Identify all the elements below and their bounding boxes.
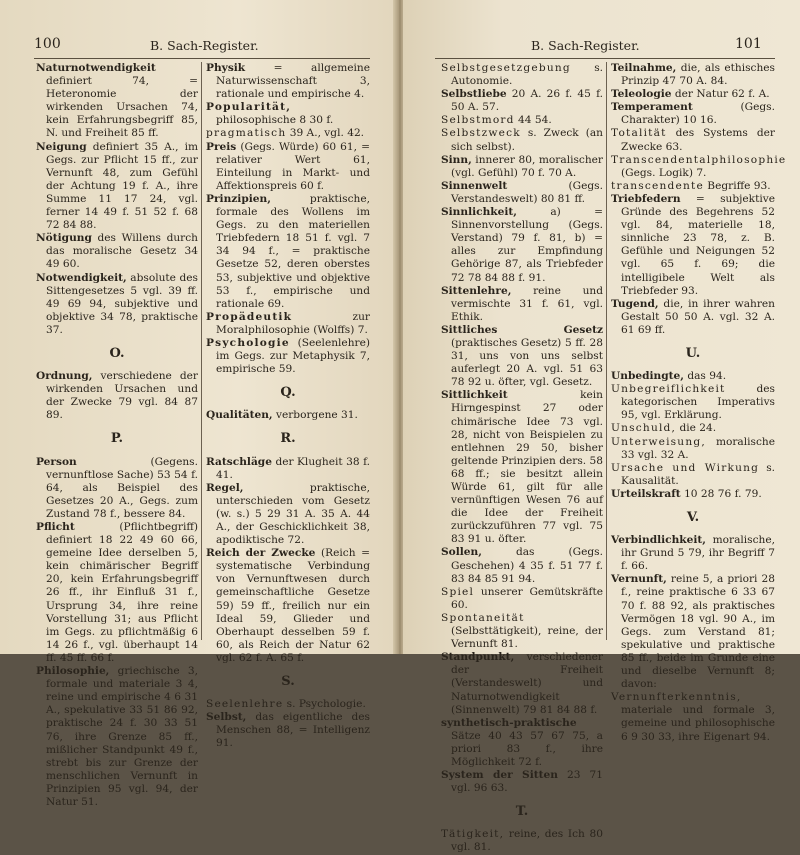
index-entry-references: (Gegens. vernunftlose Sache) 53 54 f. 64, als Beispiel des Gesetzes 20 A., Gegs. zum Zustand 78 f., bessere 84.: [46, 455, 198, 520]
running-head-right: B. Sach-Register.: [531, 38, 640, 53]
index-entry-references: absolute des Sittengesetzes 5 vgl. 39 ff. 49 69 94, subjektive und objektive 34 78, praktische 37.: [46, 271, 198, 336]
index-entry-references: definiert 74, = Heteronomie der wirkenden Ursachen 74, kein Erfahrungsbegriff 85, N. und Freiheit 85 ff.: [46, 75, 198, 140]
index-entry: [611, 370, 775, 383]
index-entry-references: definiert 35 A., im Gegs. zur Pflicht 15 ff., zur Vernunft 48, zum Gefühl der Achtung 19 f. A., ihre Summe 11 17 24, vgl. ferner 14 49 f. 51 52 f. 68 72 84 88.: [46, 140, 198, 232]
index-entry: [611, 88, 775, 101]
index-entry: [441, 828, 603, 854]
index-entry-term: Unterweisung,: [611, 435, 706, 448]
index-section-letter: P.: [110, 431, 124, 447]
index-entry: [611, 573, 775, 691]
index-entry-references: die, als ethisches Prinzip 47 70 A. 84.: [621, 62, 775, 88]
page-number-right: 101: [735, 36, 762, 52]
index-entry-references: der Natur 62 f. A.: [671, 88, 770, 101]
index-entry-references: reine 5, a priori 28 f., reine praktische 6 33 67 70 f. 88 92, als praktisches Vermögen 18 vgl. 90 A., im Gegs. zum Verstand 81; spekulative und praktische 85 ff., beide im Grunde eine und dieselbe Vernunft 8; davon:: [621, 573, 775, 691]
index-entry-term: Selbst,: [206, 711, 247, 724]
index-entry-term: Naturnotwendigkeit: [36, 62, 156, 74]
index-entry-term: Physik: [206, 62, 246, 74]
index-entry-term: Regel,: [206, 481, 244, 494]
index-entry-references: = allgemeine Naturwissenschaft 3, rationale und empirische 4.: [216, 62, 370, 101]
index-entry-references: verschiedener der Freiheit (Verstandeswelt) und Naturnotwendigkeit (Sinnenwelt) 79 81 84 88 f.: [451, 651, 603, 716]
index-entry-references: (Selbsttätigkeit), reine, der Vernunft 81.: [451, 625, 603, 651]
index-column-left-2: [206, 62, 370, 751]
index-entry-references: s. Zweck (an sich selbst).: [451, 127, 603, 153]
index-entry: [441, 206, 603, 285]
index-entry: [611, 298, 775, 337]
index-entry: [36, 272, 198, 337]
index-entry-term: Spiel: [441, 585, 475, 598]
index-entry: [611, 153, 787, 180]
index-entry: [441, 586, 603, 612]
index-entry: [611, 62, 775, 88]
index-entry: [611, 101, 775, 127]
index-entry-term: Teleologie: [611, 88, 672, 101]
index-entry-references: 10 28 76 f. 79.: [680, 487, 762, 500]
index-entry: [36, 665, 198, 809]
index-entry: [36, 521, 198, 665]
index-entry: [441, 62, 603, 88]
index-entry: [206, 101, 370, 127]
index-entry-term: Psychologie: [206, 336, 290, 349]
index-entry: [206, 547, 370, 665]
index-entry-term: Sittenlehre,: [441, 284, 512, 297]
index-entry-term: Seelenlehre: [206, 698, 284, 711]
index-entry-term: Preis: [206, 140, 237, 153]
left-page: [0, 0, 397, 808]
index-entry-references: materiale und formale 3, gemeine und philosophische 6 9 30 33, ihre Eigenart 94.: [621, 704, 775, 743]
index-entry-term: Notwendigkeit,: [36, 271, 127, 284]
index-section-letter: O.: [109, 345, 125, 361]
column-divider-right: [606, 62, 607, 640]
index-entry-references: Begriffe 93.: [703, 179, 771, 192]
index-section-letter: S.: [281, 674, 295, 690]
index-entry: [206, 698, 370, 711]
index-entry: [36, 232, 198, 271]
index-entry: [441, 769, 603, 795]
index-entry-references: 23 71 vgl. 96 63.: [451, 769, 603, 795]
index-entry-references: 44 54.: [514, 114, 552, 127]
index-entry-term: Triebfedern: [611, 192, 681, 205]
index-entry-references: unserer Gemütskräfte 60.: [451, 585, 603, 611]
index-entry: [441, 180, 603, 206]
index-entry: [611, 534, 775, 573]
index-entry-term: Selbstgesetzgebung: [441, 62, 571, 74]
index-entry-term: Ursache und Wirkung: [611, 461, 760, 474]
index-entry-references: Sätze 40 43 57 67 75, a priori 83 f., ihre Möglichkeit 72 f.: [451, 729, 603, 768]
index-entry: [36, 141, 198, 233]
index-entry-term: System der Sitten: [441, 769, 558, 782]
index-entry-references: reine und vermischte 31 f. 61, vgl. Ethik.: [451, 284, 603, 323]
index-entry: [441, 651, 603, 716]
index-entry-term: Sinnenwelt: [441, 179, 508, 192]
index-entry: [441, 285, 603, 324]
index-entry-term: Totalität: [611, 127, 667, 140]
right-page: [403, 0, 800, 854]
index-entry-references: das 94.: [683, 370, 727, 383]
index-entry-term: Unbedingte,: [611, 370, 684, 383]
index-entry-references: praktische, formale des Wollens im Gegs. zu den materiellen Triebfedern 18 51 f. vgl. 7 34 94 f., = praktische Gesetze 52, deren oberstes 53, subjektive und objektive 53 f., empirische und rationale 69.: [216, 192, 370, 310]
index-entry: [441, 717, 603, 769]
index-entry-references: zur Moralphilosophie (Wolffs) 7.: [216, 310, 370, 336]
index-entry-term: Spontaneität: [441, 611, 525, 624]
index-entry: [36, 456, 198, 521]
index-entry-references: verschiedene der wirkenden Ursachen und der Zwecke 79 vgl. 84 87 89.: [46, 370, 198, 422]
index-column-right-1: [441, 62, 603, 855]
index-entry-references: verborgene 31.: [272, 409, 358, 422]
index-entry-term: Selbstzweck: [441, 127, 521, 140]
index-entry-references: moralische 33 vgl. 32 A.: [621, 435, 775, 461]
index-entry: [206, 482, 370, 547]
index-entry: [441, 114, 603, 127]
index-entry-term: Transcendentalphilosophie: [611, 153, 787, 166]
index-entry: [611, 180, 775, 193]
index-entry-references: des kategorischen Imperativs 95, vgl. Erklärung.: [621, 383, 775, 422]
index-entry-references: 39 A., vgl. 42.: [286, 127, 365, 140]
index-entry: [441, 88, 603, 114]
page-number-left: 100: [34, 36, 61, 52]
index-entry-references: die 24.: [676, 422, 717, 435]
index-entry: [206, 409, 370, 422]
index-section-letter: Q.: [280, 385, 296, 401]
index-entry-term: Unschuld,: [611, 422, 677, 435]
index-section-letter: T.: [515, 804, 529, 820]
index-entry: [441, 154, 603, 180]
index-entry: [441, 612, 603, 651]
index-entry: [611, 193, 775, 298]
index-entry-term: Sinn,: [441, 153, 472, 166]
index-entry-references: kein Hirngespinst 27 oder chimärische Idee 73 vgl. 28, nicht von Beispielen zu entlehnen 29 50, bisher geltende Prinzipien ders. 58 68 ff.; sie besitzt allein Würde 61, gilt für alle vernünftigen Wesen 76 auf die Idee der Freiheit zurückzuführen 77 vgl. 75 83 91 u. öfter.: [451, 389, 603, 546]
index-entry-term: Vernunft,: [611, 573, 667, 586]
index-entry-references: des Systems der Zwecke 63.: [621, 127, 775, 153]
index-entry: [206, 311, 370, 337]
index-entry-references: (Gegs. Verstandeswelt) 80 81 ff.: [451, 179, 603, 205]
index-entry: [441, 127, 603, 153]
index-entry-references: (Gegs. Logik) 7.: [621, 166, 707, 179]
index-entry-references: s. Kausalität.: [621, 461, 776, 487]
index-entry: [611, 488, 775, 501]
index-entry-term: Prinzipien,: [206, 192, 271, 205]
index-entry: [611, 383, 775, 422]
index-section-letter: U.: [685, 345, 701, 361]
index-entry-references: die, in ihrer wahren Gestalt 50 50 A. vgl. 32 A. 61 69 ff.: [621, 297, 775, 336]
index-entry-references: 20 A. 26 f. 45 f. 50 A. 57.: [451, 88, 603, 114]
index-entry-references: praktische, unterschieden vom Gesetz (w. s.) 5 29 31 A. 35 A. 44 A., der Geschicklichkeit 38, apodiktische 72.: [216, 481, 370, 547]
index-entry-references: reine, des Ich 80 vgl. 81.: [451, 828, 603, 854]
index-entry: [206, 456, 370, 482]
index-entry-term: Selbstmord: [441, 114, 515, 127]
index-entry: [206, 62, 370, 101]
index-entry-references: das (Gegs. Geschehen) 4 35 f. 51 77 f. 83 84 85 91 94.: [451, 546, 603, 585]
index-entry-term: Sittlichkeit: [441, 389, 508, 402]
index-entry-references: (Reich = systematische Verbindung von Vernunftwesen durch gemeinschaftliche Gesetze 59) 59 ff., freilich nur ein Ideal 59, Glieder und Oberhaupt desselben 59 f. 60, als Reich der Natur 62 vgl. 62 f. A. 65 f.: [216, 547, 370, 664]
index-entry-term: Nötigung: [36, 232, 92, 245]
index-entry: [611, 691, 775, 743]
index-entry-term: Person: [36, 455, 77, 468]
index-entry: [441, 389, 603, 546]
index-entry-references: das eigentliche des Menschen 88, = Intelligenz 91.: [216, 711, 370, 750]
index-entry-term: Vernunfterkenntnis,: [611, 691, 742, 704]
index-entry-references: innerer 80, moralischer (vgl. Gefühl) 70 f. 70 A.: [451, 153, 603, 179]
index-entry-term: Pflicht: [36, 521, 75, 533]
index-entry-references: s. Psychologie.: [283, 698, 366, 711]
index-entry-references: (Gegs. Würde) 60 61, = relativer Wert 61, Einteilung in Markt- und Affektionspreis 60 f.: [216, 140, 370, 192]
index-entry-references: (Seelenlehre) im Gegs. zur Metaphysik 7, empirische 59.: [216, 336, 370, 376]
header-rule-right: [435, 58, 775, 59]
index-entry-term: Tugend,: [611, 297, 659, 310]
index-entry-term: Sittliches Gesetz: [441, 323, 603, 336]
index-entry-term: Ratschläge: [206, 455, 272, 468]
index-entry-references: s. Autonomie.: [451, 62, 603, 88]
index-entry-references: (praktisches Gesetz) 5 ff. 28 31, uns von uns selbst auferlegt 20 A. vgl. 51 63 78 92 u. öfter, vgl. Gesetz.: [451, 336, 603, 389]
index-entry-references: philosophische 8 30 f.: [216, 114, 334, 127]
index-column-right-2: [611, 62, 787, 744]
index-entry: [206, 141, 370, 193]
index-entry: [611, 436, 775, 462]
running-head-left: B. Sach-Register.: [150, 38, 259, 53]
index-entry-term: Temperament: [611, 101, 693, 114]
index-entry: [36, 370, 198, 422]
index-entry: [611, 422, 775, 435]
index-entry: [36, 62, 198, 141]
index-entry: [611, 127, 775, 153]
index-section-letter: R.: [280, 431, 296, 447]
index-entry-term: Tätigkeit,: [441, 828, 505, 841]
index-entry-term: Sinnlichkeit,: [441, 206, 517, 219]
index-entry-term: Standpunkt,: [441, 651, 515, 664]
index-entry-term: synthetisch-praktische: [441, 716, 577, 729]
index-column-left-1: [36, 62, 198, 809]
index-entry: [441, 546, 603, 585]
index-entry: [206, 337, 370, 376]
index-entry-term: Reich der Zwecke: [206, 547, 316, 560]
index-entry-term: Neigung: [36, 140, 87, 153]
index-entry-references: = subjektive Gründe des Begehrens 52 vgl. 84, materielle 18, sinnliche 23 78, z. B. Gefühle und Neigungen 52 vgl. 65 f. 69; die intelligibele Welt als Triebfeder 93.: [621, 192, 775, 297]
index-entry-term: Philosophie,: [36, 665, 110, 678]
index-entry: [206, 127, 370, 140]
index-entry-term: Ordnung,: [36, 370, 93, 383]
index-entry-term: Popularität,: [206, 101, 292, 114]
index-entry-term: Sollen,: [441, 546, 482, 559]
header-rule-left: [34, 58, 370, 59]
index-entry-references: moralische, ihr Grund 5 79, ihr Begriff 7 f. 66.: [621, 534, 775, 573]
index-entry-term: Verbindlichkeit,: [611, 534, 706, 547]
index-entry-references: (Gegs. Charakter) 10 16.: [621, 101, 775, 127]
index-entry-term: pragmatisch: [206, 127, 287, 140]
index-entry-references: a) = Sinnenvorstellung (Gegs. Verstand) 79 f. 81, b) = alles zur Empfindung Gehörige 87, als Triebfeder 72 78 84 88 f. 91.: [451, 206, 603, 284]
index-entry-term: Unbegreiflichkeit: [611, 383, 726, 396]
index-entry-term: Qualitäten,: [206, 409, 273, 422]
index-entry-references: (Pflichtbegriff) definiert 18 22 49 60 66, gemeine Idee derselben 5, kein chimärischer Begriff 20, kein Erfahrungsbegriff 26 ff., ihr Einfluß 31 f., Ursprung 34, ihre reine Vorstellung 31; aus Pflicht im Gegs. zu pflichtmäßig 6 14 26 f., vgl. überhaupt 14 ff. 45 ff. 66 f.: [46, 521, 198, 664]
index-entry: [611, 462, 775, 488]
index-entry: [206, 711, 370, 750]
index-entry-term: Teilnahme,: [611, 62, 677, 74]
index-entry-term: Propädeutik: [206, 310, 293, 323]
index-entry-term: transcendente: [611, 179, 704, 192]
index-entry-references: des Willens durch das moralische Gesetz 34 49 60.: [46, 232, 198, 271]
column-divider-left: [201, 62, 202, 640]
index-entry-references: der Klugheit 38 f. 41.: [216, 455, 370, 481]
index-entry-term: Urteilskraft: [611, 487, 681, 500]
index-section-letter: V.: [686, 510, 700, 525]
index-entry: [441, 324, 603, 389]
index-entry: [206, 193, 370, 311]
index-entry-term: Selbstliebe: [441, 88, 507, 101]
index-entry-references: griechische 3, formale und materiale 3 4, reine und empirische 4 6 31 A., spekulative 33 51 86 92, praktische 24 f. 30 33 51 76, ihre Grenze 85 ff., mißlicher Standpunkt 49 f., strebt bis zur Grenze der menschlichen Vernunft in Prinzipien 95 vgl. 94, der Natur 51.: [46, 665, 198, 808]
